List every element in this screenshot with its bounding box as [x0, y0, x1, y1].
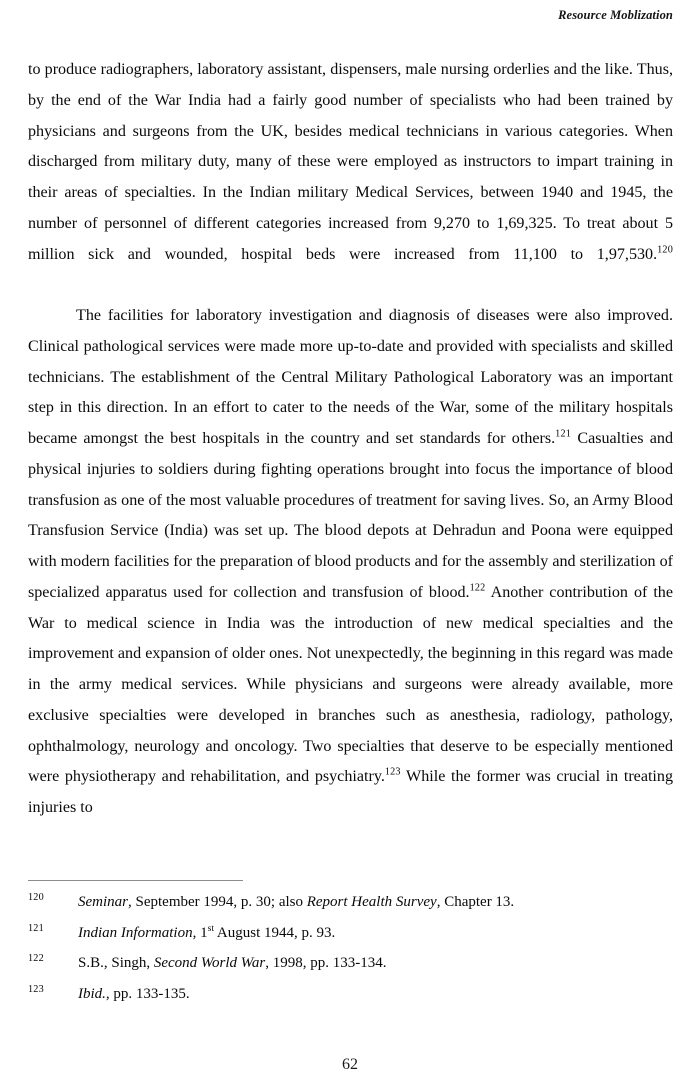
text-run: , pp. 133-135. — [105, 985, 190, 1002]
footnote-reference-marker: 120 — [657, 244, 673, 256]
footnote-list — [28, 891, 673, 1007]
footnote-text — [78, 952, 673, 974]
text-run: to produce radiographers, laboratory assistant, dispensers, male nursing orderlies and the like. Thus, by the end of the War India had a fairly good number of specialists who had been trained by physicians and surgeons from the UK, besides medical technicians in various categories. When discharged from military duty, many of these were employed as instructors to impart training in their areas of specialties. In the Indian military Medical Services, between 1940 and 1945, the number of personnel of different categories increased from 9,270 to 1,69,325. To treat about 5 million sick and wounded, hospital beds were increased from 11,100 to 1,97,530. — [28, 61, 673, 263]
footnote-text — [78, 891, 673, 913]
footnote-number: 120 — [28, 892, 44, 903]
footnote-entry — [28, 922, 673, 946]
italic-title: Ibid. — [78, 985, 106, 1002]
footnote-reference-marker: 123 — [384, 766, 401, 778]
text-run: , Chapter 13. — [436, 894, 515, 910]
italic-title: Report Health Survey — [306, 894, 437, 910]
text-run: Casualties and physical injuries to soldiers during fighting operations brought into focus the importance of blood transfusion as one of the most valuable procedures of treatment for saving lives. So, an Army Blood Transfusion Service (India) was set up. The blood depots at Dehradun and Poona were equipped with modern facilities for the preparation of blood products and for the assembly and sterilization of specialized apparatus used for collection and transfusion of blood. — [28, 430, 674, 601]
page-number: 62 — [342, 1056, 358, 1073]
body-paragraph — [28, 301, 673, 824]
paragraph-list — [28, 55, 673, 824]
text-run: , 1 — [192, 924, 208, 941]
text-run: S.B., Singh, — [78, 955, 154, 971]
footnote-entry — [28, 952, 673, 976]
text-run: Another contribution of the War to medical science in India was the introduction of new medical specialties and the improvement and expansion of older ones. Not unexpectedly, the beginning in this regard was made in the army medical services. While physicians and surgeons were already available, more exclusive specialties were developed in branches such as anesthesia, radiology, pathology, ophthalmology, neurology and oncology. Two specialties that deserve to be especially mentioned were physiotherapy and rehabilitation, and psychiatry. — [28, 583, 674, 786]
footnote-entry — [28, 983, 673, 1007]
body-paragraph — [28, 55, 673, 301]
italic-title: Seminar — [78, 894, 128, 910]
text-run: August 1944, p. 93. — [214, 924, 336, 941]
footnote-number: 121 — [28, 922, 44, 934]
running-header: Resource Moblization — [558, 8, 673, 22]
footnote-number: 122 — [28, 953, 44, 964]
italic-title: Indian Information — [78, 924, 193, 941]
text-run: The facilities for laboratory investigation and diagnosis of diseases were also improved. Clinical pathological services were made more up-to-date and provided with specialists and skilled technicians. The establishment of the Central Military Pathological Laboratory was an important step in this direction. In an effort to cater to the needs of the War, some of the military hospitals became amongst the best hospitals in the country and set standards for others. — [28, 307, 673, 447]
body-text-column — [28, 55, 673, 824]
footnote-entry — [28, 891, 673, 915]
footnote-reference-marker: 122 — [469, 582, 486, 594]
text-run: , 1998, pp. 133-134. — [265, 955, 387, 971]
footnote-number: 123 — [28, 983, 44, 995]
footnote-text — [78, 922, 673, 944]
footnote-reference-marker: 121 — [555, 428, 572, 440]
footnote-separator-rule — [28, 880, 243, 881]
text-run: While the former was crucial in treating injuries to — [28, 768, 673, 816]
italic-title: Second World War — [153, 955, 266, 971]
text-run: , September 1994, p. 30; also — [128, 894, 307, 910]
footnote-reference-marker: st — [207, 922, 214, 934]
footnote-text — [78, 983, 673, 1005]
footnote-section — [28, 880, 673, 1013]
